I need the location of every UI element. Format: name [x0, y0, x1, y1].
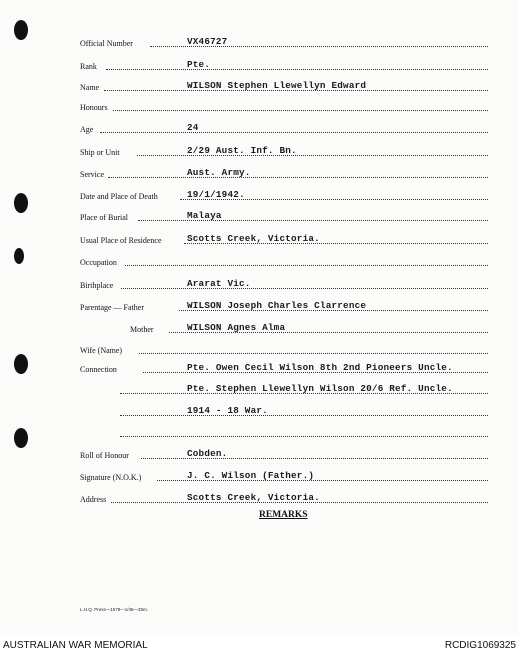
field-label: Service [80, 170, 104, 179]
field-label: Date and Place of Death [80, 192, 158, 201]
field-row [0, 403, 519, 419]
field-dotted-line [125, 265, 488, 266]
field-label: Occupation [80, 258, 117, 267]
field-label: Mother [130, 325, 154, 334]
field-value: 24 [187, 122, 199, 133]
field-label: Place of Burial [80, 213, 128, 222]
field-value: Scotts Creek, Victoria. [187, 492, 320, 503]
field-row [0, 143, 519, 159]
field-row [0, 187, 519, 203]
field-value: Pte. Owen Cecil Wilson 8th 2nd Pioneers Uncle. [187, 362, 453, 373]
field-row [0, 320, 519, 336]
field-row [0, 360, 519, 376]
field-row [0, 34, 519, 50]
field-dotted-line [120, 436, 488, 437]
field-value: VX46727 [187, 36, 228, 47]
field-row [0, 98, 519, 114]
field-dotted-line [100, 132, 488, 133]
field-row [0, 446, 519, 462]
field-value: Pte. [187, 59, 211, 70]
field-label: Usual Place of Residence [80, 236, 162, 245]
field-row [0, 165, 519, 181]
field-value: WILSON Stephen Llewellyn Edward [187, 80, 367, 91]
footer-record-id: RCDIG1069325 [444, 640, 516, 651]
footer-source: AUSTRALIAN WAR MEMORIAL [3, 640, 148, 651]
field-value: Cobden. [187, 448, 228, 459]
field-row [0, 57, 519, 73]
field-row [0, 490, 519, 506]
field-dotted-line [121, 288, 488, 289]
field-value: Pte. Stephen Llewellyn Wilson 20/6 Ref. Uncle. [187, 383, 453, 394]
field-value: J. C. Wilson (Father.) [187, 470, 315, 481]
field-row [0, 208, 519, 224]
field-label: Rank [80, 62, 97, 71]
field-row [0, 468, 519, 484]
field-row [0, 276, 519, 292]
field-row [0, 298, 519, 314]
field-label: Parentage — Father [80, 303, 144, 312]
field-row [0, 424, 519, 440]
field-value: 2/29 Aust. Inf. Bn. [187, 145, 297, 156]
field-label: Name [80, 83, 100, 92]
field-label: Signature (N.O.K.) [80, 473, 142, 482]
field-value: Scotts Creek, Victoria. [187, 233, 320, 244]
field-dotted-line [139, 353, 488, 354]
field-dotted-line [106, 69, 488, 70]
field-row [0, 341, 519, 357]
field-label: Birthplace [80, 281, 114, 290]
field-dotted-line [113, 110, 488, 111]
field-value: Ararat Vic. [187, 278, 251, 289]
field-label: Age [80, 125, 94, 134]
field-value: Malaya [187, 210, 222, 221]
field-value: WILSON Joseph Charles Clarrence [187, 300, 367, 311]
field-row [0, 381, 519, 397]
field-dotted-line [108, 177, 488, 178]
printer-imprint: L.H.Q. Press—1579—1/45—25m. [80, 607, 149, 612]
field-value: WILSON Agnes Alma [187, 322, 286, 333]
field-value: 1914 - 18 War. [187, 405, 268, 416]
field-row [0, 120, 519, 136]
remarks-heading: REMARKS [259, 510, 308, 520]
field-value: 19/1/1942. [187, 189, 245, 200]
field-label: Official Number [80, 39, 133, 48]
field-dotted-line [120, 415, 488, 416]
field-label: Honours [80, 103, 108, 112]
field-value: Aust. Army. [187, 167, 251, 178]
field-label: Wife (Name) [80, 346, 123, 355]
field-label: Ship or Unit [80, 148, 120, 157]
field-row [0, 253, 519, 269]
field-row [0, 231, 519, 247]
field-row [0, 78, 519, 94]
field-label: Roll of Honour [80, 451, 129, 460]
field-label: Address [80, 495, 107, 504]
field-label: Connection [80, 365, 117, 374]
footer-bar [0, 636, 519, 654]
